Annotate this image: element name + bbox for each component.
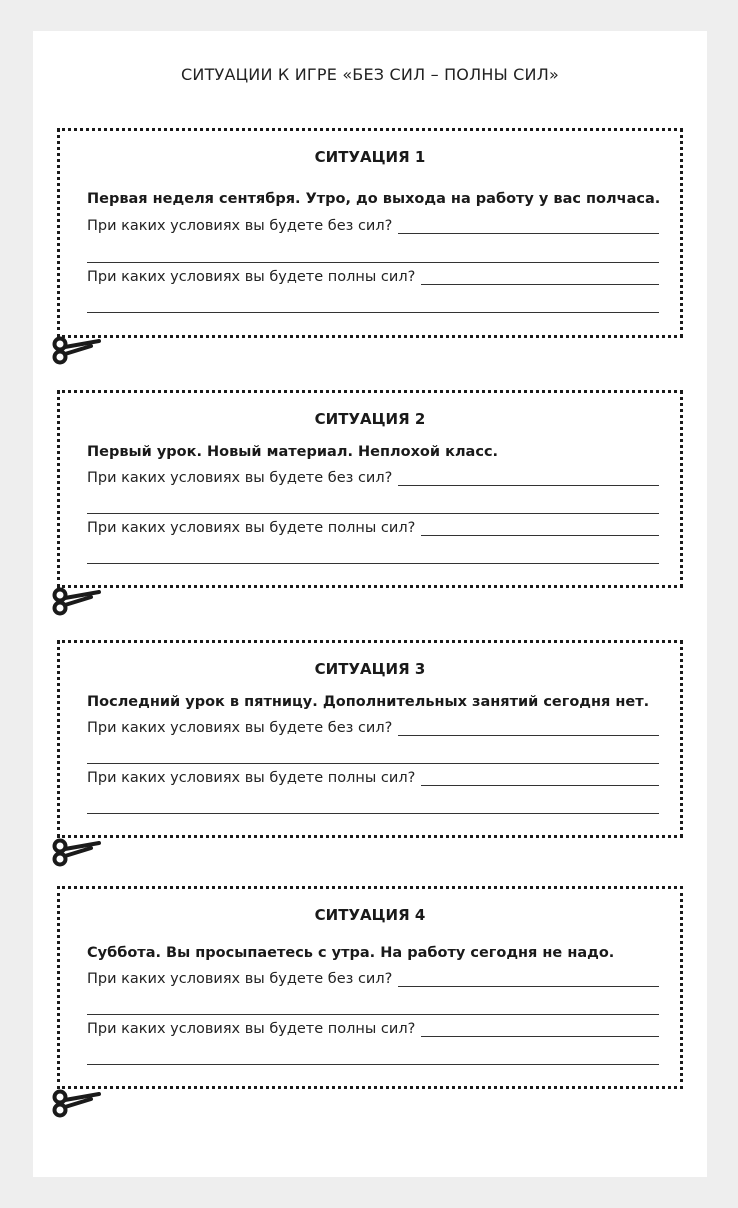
answer-line[interactable] bbox=[398, 232, 659, 234]
scissors-icon bbox=[51, 835, 103, 867]
situation-lead: Последний урок в пятницу. Дополнительных занятий сегодня нет. bbox=[87, 694, 650, 710]
question-full-of-strength bbox=[87, 268, 659, 286]
answer-line[interactable] bbox=[421, 534, 659, 536]
situation-title: СИТУАЦИЯ 3 bbox=[314, 660, 426, 678]
situation-lead: Первая неделя сентября. Утро, до выхода на работу у вас полчаса. bbox=[87, 191, 661, 207]
question-full-of-strength bbox=[87, 1020, 659, 1038]
answer-line[interactable] bbox=[421, 283, 659, 285]
scissors-icon bbox=[51, 584, 103, 616]
question-without-strength bbox=[87, 970, 659, 988]
worksheet-page bbox=[33, 31, 707, 1177]
answer-line[interactable] bbox=[87, 563, 659, 564]
question-label: При каких условиях вы будете без сил? bbox=[87, 470, 393, 486]
answer-line[interactable] bbox=[398, 734, 659, 736]
answer-line[interactable] bbox=[87, 513, 659, 514]
answer-line[interactable] bbox=[421, 784, 659, 786]
question-without-strength bbox=[87, 469, 659, 487]
situation-title: СИТУАЦИЯ 1 bbox=[314, 148, 426, 166]
answer-line[interactable] bbox=[421, 1035, 659, 1037]
situation-lead: Суббота. Вы просыпаетесь с утра. На работу сегодня не надо. bbox=[87, 945, 615, 961]
situation-title: СИТУАЦИЯ 4 bbox=[314, 906, 426, 924]
situation-card-2 bbox=[57, 390, 683, 588]
question-label: При каких условиях вы будете полны сил? bbox=[87, 1021, 416, 1037]
scissors-icon bbox=[51, 333, 103, 365]
answer-line[interactable] bbox=[398, 985, 659, 987]
question-without-strength bbox=[87, 217, 659, 235]
answer-line[interactable] bbox=[87, 312, 659, 313]
question-label: При каких условиях вы будете полны сил? bbox=[87, 269, 416, 285]
answer-line[interactable] bbox=[398, 484, 659, 486]
answer-line[interactable] bbox=[87, 813, 659, 814]
scissors-icon bbox=[51, 1086, 103, 1118]
question-label: При каких условиях вы будете полны сил? bbox=[87, 770, 416, 786]
question-label: При каких условиях вы будете полны сил? bbox=[87, 520, 416, 536]
answer-line[interactable] bbox=[87, 262, 659, 263]
question-full-of-strength bbox=[87, 769, 659, 787]
situation-lead: Первый урок. Новый материал. Неплохой класс. bbox=[87, 444, 499, 460]
question-label: При каких условиях вы будете без сил? bbox=[87, 971, 393, 987]
answer-line[interactable] bbox=[87, 1014, 659, 1015]
situation-card-4 bbox=[57, 886, 683, 1089]
situation-card-1 bbox=[57, 128, 683, 338]
question-without-strength bbox=[87, 719, 659, 737]
answer-line[interactable] bbox=[87, 1064, 659, 1065]
situation-title: СИТУАЦИЯ 2 bbox=[314, 410, 426, 428]
answer-line[interactable] bbox=[87, 763, 659, 764]
question-label: При каких условиях вы будете без сил? bbox=[87, 720, 393, 736]
question-full-of-strength bbox=[87, 519, 659, 537]
situation-card-3 bbox=[57, 640, 683, 838]
page-title: СИТУАЦИИ К ИГРЕ «БЕЗ СИЛ – ПОЛНЫ СИЛ» bbox=[181, 65, 559, 84]
question-label: При каких условиях вы будете без сил? bbox=[87, 218, 393, 234]
